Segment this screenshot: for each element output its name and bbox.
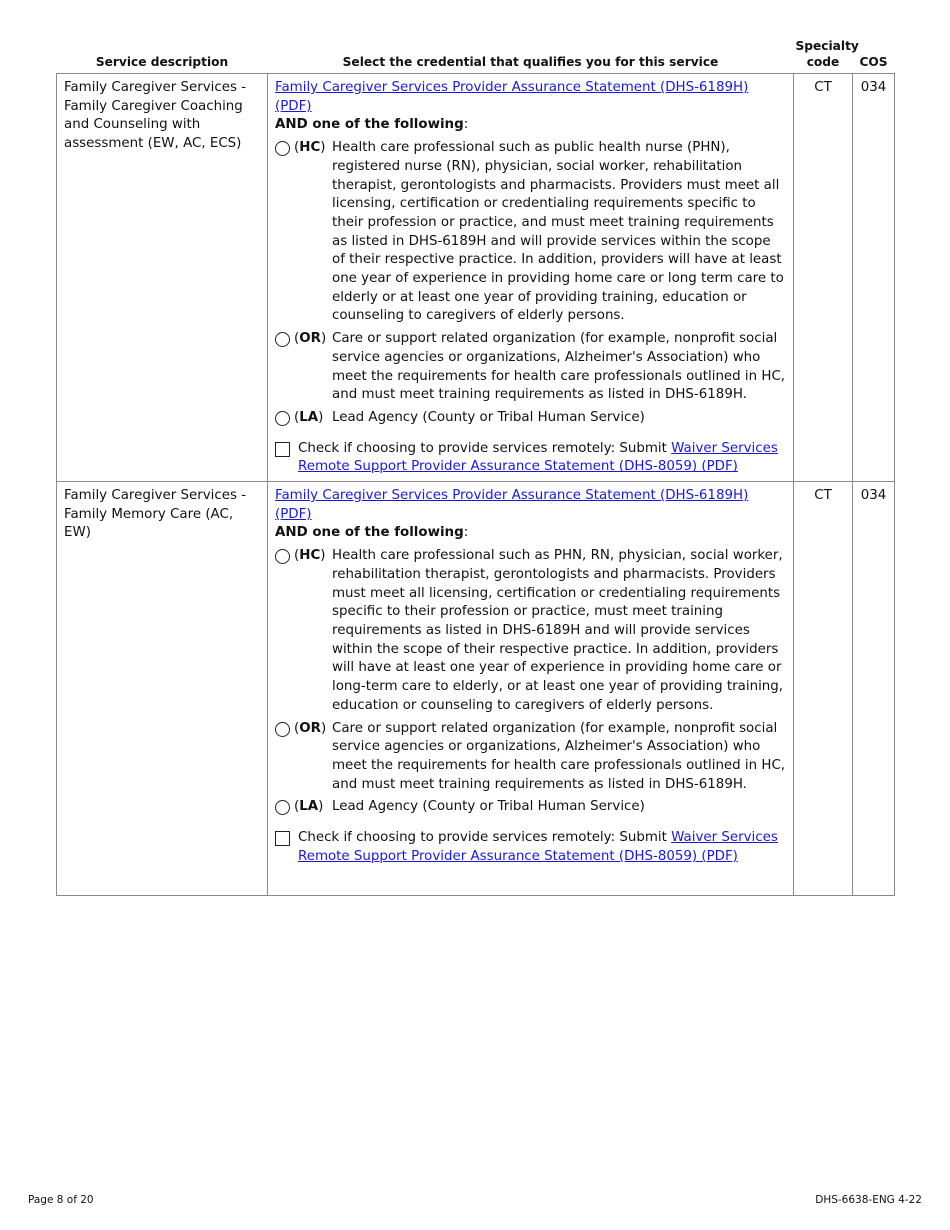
- header-cos: COS: [859, 55, 888, 69]
- option-text: Care or support related organization (for example, nonprofit social service agencies or organizations, Alzheimer's Association) who meet the requirements for health care professionals outlined in HC, and must meet training requirements as listed in DHS-6189H.: [332, 720, 786, 792]
- credential-cell: Family Caregiver Services Provider Assurance Statement (DHS-6189H) (PDF) AND one of the following: (HC) Health care professional such as public health nurse (PHN), registered nurse (RN), physician, social worker, rehabilitation therapist, gerontologists and pharmacists. Providers must meet all licensing, certification or credentialing requirements specific to their profession or practice, and must meet training requirements as listed in DHS-6189H and will provide services within the scope of their respective practice. In addition, providers will have at least one year of experience in providing home care or long term care to elderly or at least one year of providing training, education or counseling to caregivers of elderly persons. (OR) Care or support related organization (for example, nonprofit social service agencies or organizations, Alzheimer's Association) who meet the requirements for health care professionals outlined in HC, and must meet training requirements as listed in DHS-6189H. (LA) Lead Agency (County or Tribal Human Service) Check if choosing to provide services remotely: Submit Waiver Services Remote Support Provider Assurance Statement (DHS-8059) (PDF): [268, 74, 794, 482]
- option-la: [275, 798, 786, 817]
- option-text: Lead Agency (County or Tribal Human Service): [332, 409, 645, 425]
- option-hc: [275, 139, 786, 326]
- specialty-code: CT: [794, 74, 853, 482]
- assurance-statement-link[interactable]: Family Caregiver Services Provider Assurance Statement (DHS-6189H) (PDF): [275, 80, 749, 114]
- cos-code: 034: [853, 482, 895, 896]
- option-text: Health care professional such as PHN, RN, physician, social worker, rehabilitation therapist, gerontologists and pharmacists. Providers must meet all licensing, certification or credentialing requirements specific to their profession or practice, must meet training requirements as listed in DHS-6189H and will provide services within the scope of their respective practice. In addition, providers will have at least one year of experience in providing home care or long-term care to elderly, or at least one year of providing training, education or counseling to caregivers of elderly persons.: [332, 548, 784, 713]
- header-specialty-code: Specialty code: [795, 39, 859, 69]
- remote-text: Check if choosing to provide services remotely: Submit: [298, 440, 672, 456]
- page-number: Page 8 of 20: [28, 1194, 94, 1206]
- radio-or[interactable]: [275, 722, 290, 737]
- remote-checkbox[interactable]: [275, 831, 290, 846]
- option-or: [275, 720, 786, 795]
- option-code: (LA): [294, 409, 324, 425]
- option-text: Care or support related organization (for example, nonprofit social service agencies or organizations, Alzheimer's Association) who meet the requirements for health care professionals outlined in HC, and must meet training requirements as listed in DHS-6189H.: [332, 331, 786, 403]
- radio-la[interactable]: [275, 800, 290, 815]
- specialty-code: CT: [794, 482, 853, 896]
- remote-support-link[interactable]: Waiver Services Remote Support Provider Assurance Statement (DHS-8059) (PDF): [298, 830, 778, 864]
- radio-hc[interactable]: [275, 141, 290, 156]
- option-code: (LA): [294, 799, 324, 815]
- table-row: [57, 482, 895, 896]
- service-description: Family Caregiver Services - Family Caregiver Coaching and Counseling with assessment (EW, AC, ECS): [57, 74, 268, 482]
- services-table: [56, 38, 895, 896]
- option-hc: [275, 547, 786, 715]
- and-label: AND one of the following: [275, 117, 464, 133]
- service-description: Family Caregiver Services - Family Memory Care (AC, EW): [57, 482, 268, 896]
- remote-services-check: [275, 829, 786, 866]
- assurance-statement-link[interactable]: Family Caregiver Services Provider Assurance Statement (DHS-6189H) (PDF): [275, 488, 749, 522]
- header-credential: Select the credential that qualifies you for this service: [342, 55, 719, 69]
- form-number: DHS-6638-ENG 4-22: [815, 1194, 922, 1206]
- remote-checkbox[interactable]: [275, 442, 290, 457]
- remote-services-check: [275, 440, 786, 477]
- credential-cell: Family Caregiver Services Provider Assurance Statement (DHS-6189H) (PDF) AND one of the following: (HC) Health care professional such as PHN, RN, physician, social worker, rehabilitation therapist, gerontologists and pharmacists. Providers must meet all licensing, certification or credentialing requirements specific to their profession or practice, must meet training requirements as listed in DHS-6189H and will provide services within the scope of their respective practice. In addition, providers will have at least one year of experience in providing home care or long-term care to elderly, or at least one year of providing training, education or counseling to caregivers of elderly persons. (OR) Care or support related organization (for example, nonprofit social service agencies or organizations, Alzheimer's Association) who meet the requirements for health care professionals outlined in HC, and must meet training requirements as listed in DHS-6189H. (LA) Lead Agency (County or Tribal Human Service) Check if choosing to provide services remotely: Submit Waiver Services Remote Support Provider Assurance Statement (DHS-8059) (PDF): [268, 482, 794, 896]
- option-code: (OR): [294, 331, 327, 347]
- table-header-row: [57, 38, 895, 74]
- option-text: Lead Agency (County or Tribal Human Service): [332, 799, 645, 815]
- radio-or[interactable]: [275, 332, 290, 347]
- remote-support-link[interactable]: Waiver Services Remote Support Provider Assurance Statement (DHS-8059) (PDF): [298, 440, 778, 475]
- cos-code: 034: [853, 74, 895, 482]
- table-row: [57, 74, 895, 482]
- option-la: [275, 409, 786, 428]
- and-label: AND one of the following: [275, 525, 464, 541]
- option-code: (HC): [294, 548, 326, 564]
- radio-hc[interactable]: [275, 549, 290, 564]
- remote-text: Check if choosing to provide services remotely: Submit: [298, 830, 672, 846]
- option-code: (OR): [294, 720, 327, 736]
- radio-la[interactable]: [275, 411, 290, 426]
- option-text: Health care professional such as public health nurse (PHN), registered nurse (RN), physician, social worker, rehabilitation therapist, gerontologists and pharmacists. Providers must meet all licensing, certification or credentialing requirements specific to their profession or practice, and must meet training requirements as listed in DHS-6189H and will provide services within the scope of their respective practice. In addition, providers will have at least one year of experience in providing home care or long term care to elderly or at least one year of providing training, education or counseling to caregivers of elderly persons.: [332, 140, 784, 324]
- header-service-description: Service description: [95, 55, 229, 69]
- option-or: [275, 330, 786, 405]
- option-code: (HC): [294, 140, 326, 156]
